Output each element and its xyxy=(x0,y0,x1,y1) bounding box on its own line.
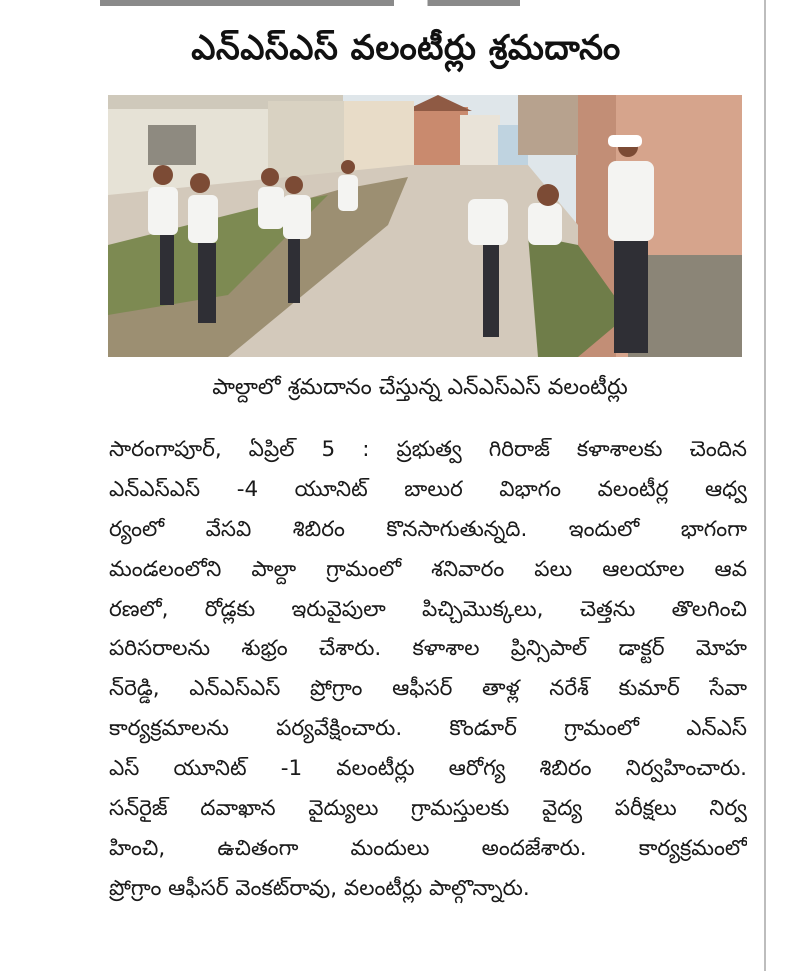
body-line: కార్యక్రమాలను పర్యవేక్షించారు. కొండూర్ గ్రామంలో ఎన్ఎస్ xyxy=(109,716,747,742)
body-line: ప్రోగ్రాం ఆఫీసర్ వెంకట్‌రావు, వలంటీర్లు పాల్గొన్నారు. xyxy=(109,875,530,901)
body-line: పరిసరాలను శుభ్రం చేశారు. కళాశాల ప్రిన్సిపాల్ డాక్టర్ మోహ xyxy=(109,636,747,662)
body-line: మండలంలోని పాల్దా గ్రామంలో శనివారం పలు ఆలయాల ఆవ xyxy=(109,556,747,582)
body-line: సన్‌రైజ్ దవాఖాన వైద్యులు గ్రామస్తులకు వైద్య పరీక్షలు నిర్వ xyxy=(109,796,747,822)
body-line: న్‌రెడ్డి, ఎన్ఎస్ఎస్ ప్రోగ్రాం ఆఫీసర్ తాళ్ల నరేశ్ కుమార్ సేవా xyxy=(109,676,747,702)
article-body xyxy=(109,430,747,909)
previous-article-strip xyxy=(100,0,520,6)
body-line: హించి, ఉచితంగా మందులు అందజేశారు. కార్యక్రమంలో xyxy=(109,835,747,861)
article-photo xyxy=(108,95,742,357)
body-line: సారంగాపూర్, ఏప్రిల్ 5 : ప్రభుత్వ గిరిరాజ్ కళాశాలకు చెందిన xyxy=(109,437,747,462)
body-line: రణలో, రోడ్లకు ఇరువైపులా పిచ్చిమొక్కలు, చెత్తను తొలగించి xyxy=(109,596,747,622)
photo-caption: పాల్దాలో శ్రమదానం చేస్తున్న ఎన్ఎస్ఎస్ వలంటీర్లు xyxy=(212,375,628,400)
body-line: ర్యంలో వేసవి శిబిరం కొనసాగుతున్నది. ఇందులో భాగంగా xyxy=(109,516,747,542)
column-rule xyxy=(764,0,766,971)
body-line: ఎస్ యూనిట్ -1 వలంటీర్లు ఆరోగ్య శిబిరం నిర్వహించారు. xyxy=(109,756,747,782)
body-line: ఎన్ఎస్ఎస్ -4 యూనిట్ బాలుర విభాగం వలంటీర్ల ఆధ్వ xyxy=(109,476,747,502)
article-headline: ఎన్‌ఎస్‌ఎస్ వలంటీర్లు శ్రమదానం xyxy=(191,28,621,68)
